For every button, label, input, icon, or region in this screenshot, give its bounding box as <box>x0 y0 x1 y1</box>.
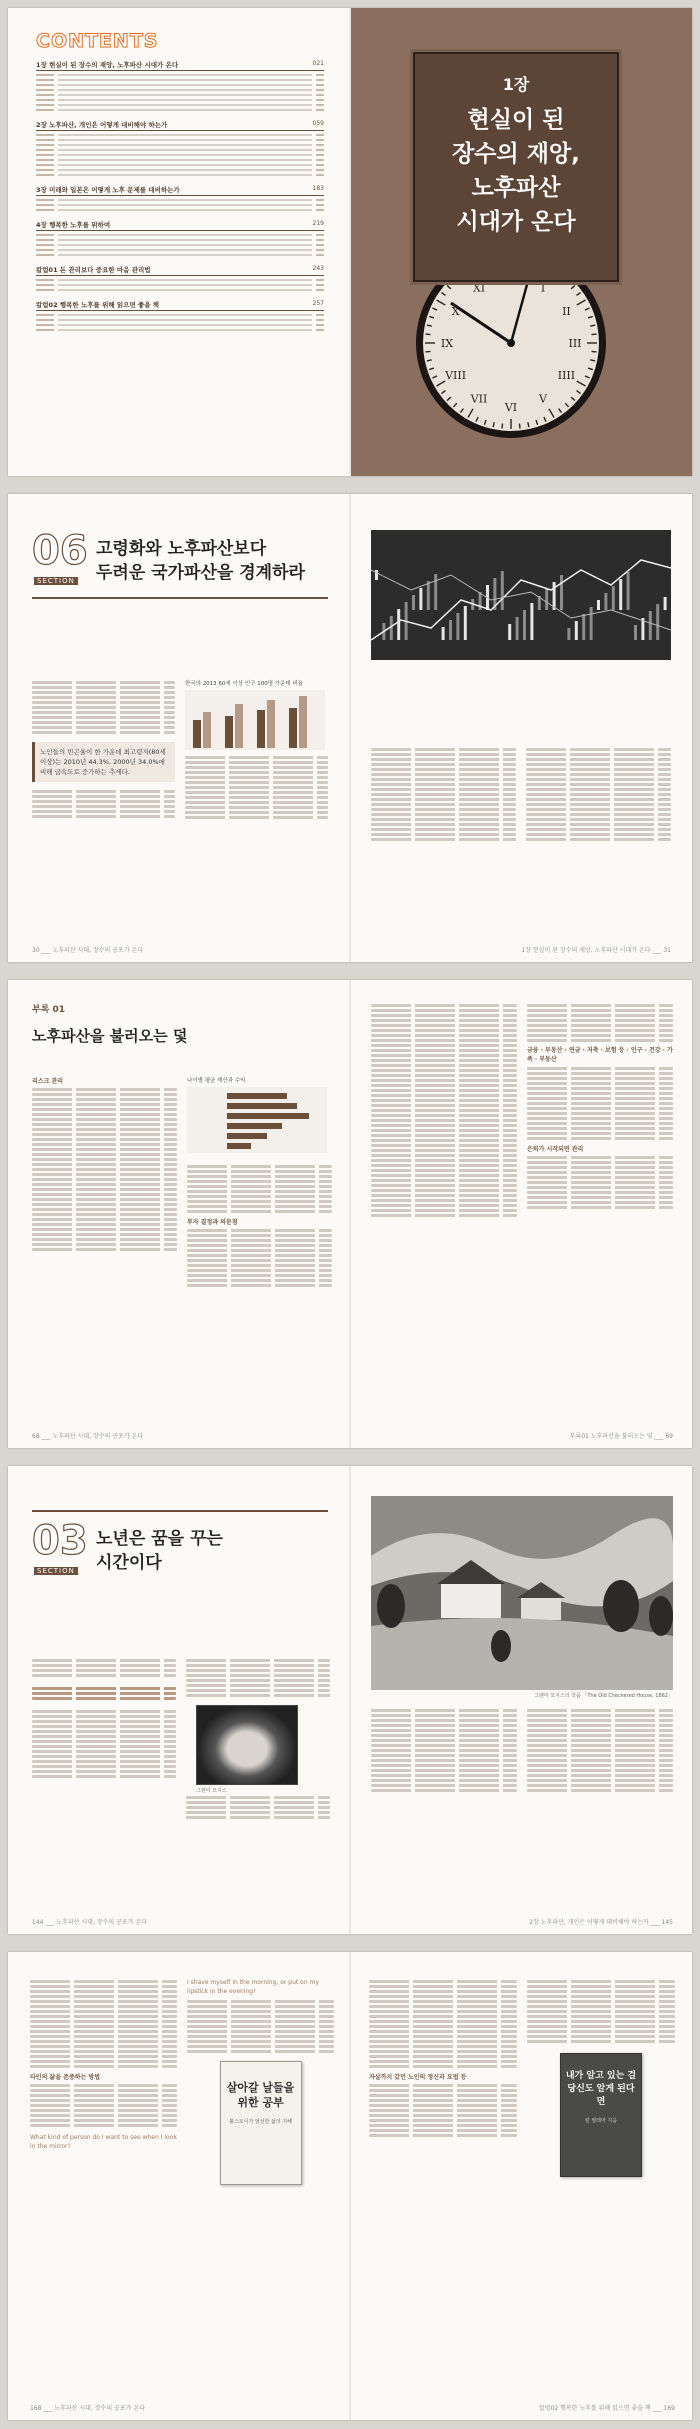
svg-text:II: II <box>562 305 571 318</box>
chart-bar <box>227 1093 287 1099</box>
svg-text:VIII: VIII <box>445 369 467 382</box>
toc-item <box>36 314 324 316</box>
left-page <box>8 1466 350 1934</box>
body-column-1 <box>32 1076 177 1289</box>
svg-text:V: V <box>539 392 547 406</box>
left-page <box>8 1952 350 2420</box>
toc-chapter-title[interactable]: 1장 현실이 된 장수의 재앙, 노후파산 시대가 온다 <box>36 61 179 69</box>
bar-chart <box>185 690 325 750</box>
landscape-painting <box>371 1496 673 1690</box>
chapter-title-line: 현실이 된 <box>467 107 565 133</box>
chart-bar <box>225 716 233 748</box>
body-column-3 <box>369 1978 517 2177</box>
toc-item <box>36 74 324 76</box>
toc-item <box>36 89 324 91</box>
title-line-1: 노년은 꿈을 꾸는 <box>96 1528 223 1549</box>
left-page <box>8 494 350 962</box>
toc-chapter-page: 257 <box>312 300 324 307</box>
toc-chapter-page: 243 <box>312 265 324 272</box>
chart-bar <box>227 1113 309 1119</box>
spread-appendix-01 <box>8 980 692 1448</box>
book-cover-1 <box>220 2061 302 2185</box>
chart-bar <box>257 710 265 748</box>
chart-caption: 한국의 2013 60세 이상 인구 100명 가운데 비율 <box>185 681 304 687</box>
title-line-2: 시간이다 <box>96 1552 162 1573</box>
chart-bar <box>289 708 297 748</box>
chapter-title-line: 시대가 온다 <box>456 209 576 235</box>
svg-text:IIII: IIII <box>557 369 576 382</box>
chart-bar <box>227 1123 282 1129</box>
subhead-retire: 은퇴가 시작되면 관리 <box>527 1146 584 1153</box>
body-column-2 <box>187 1978 334 2185</box>
contents-page <box>8 8 350 476</box>
footer-left: 168 ___ 노후파산 시대, 장수의 공포가 온다 <box>30 2405 145 2412</box>
toc-list <box>36 60 324 331</box>
section-heading <box>32 528 328 587</box>
toc-item <box>36 199 324 201</box>
chart-bar <box>227 1103 297 1109</box>
chapter-box <box>413 52 619 282</box>
subhead-respect: 타인의 삶을 존중하는 방법 <box>30 2074 101 2081</box>
toc-item <box>36 144 324 146</box>
contents-title: CONTENTS <box>36 30 159 52</box>
section-title <box>90 537 305 585</box>
footer-right: 2장 노후파산, 개인은 어떻게 대비해야 하는가 ___ 145 <box>529 1919 673 1926</box>
subhead-therapy: 자살까지 갔던 노인의 정신과 요법 등 <box>369 2074 467 2081</box>
toc-item <box>36 154 324 156</box>
toc-chapter <box>36 120 324 176</box>
toc-chapter-page: 021 <box>312 60 324 67</box>
spread-column-02 <box>8 1952 692 2420</box>
footer-right: 부록01 노후파산을 불러오는 덫 ___ 69 <box>569 1433 673 1440</box>
chart-bar <box>267 700 275 748</box>
subhead-risk: 리스크 관리 <box>32 1078 64 1085</box>
body-column-2 <box>186 1657 330 1821</box>
body-column-2 <box>185 679 328 821</box>
toc-chapter <box>36 220 324 256</box>
toc-item <box>36 169 324 171</box>
chart-bar <box>227 1133 267 1139</box>
chapter-title-line: 노후파산 <box>471 175 561 201</box>
chart-caption: 나이별 평균 재산과 수익 <box>187 1078 246 1084</box>
book2-subtitle: 칼 필레머 지음 <box>584 2118 618 2124</box>
body-column-3 <box>371 1707 517 1794</box>
book2-title: 내가 알고 있는 걸 당신도 알게 된다면 <box>565 2071 637 2107</box>
toc-item <box>36 139 324 141</box>
painting-caption: 그랜마 모지스의 작품 「The Old Checkered House, 1862」 <box>534 1693 673 1699</box>
toc-item <box>36 284 324 286</box>
highlight-box: 노인들의 빈곤율이 한 가운데 최고령자(80세 이상)는 2010년 44.3%, 2000년 34.0%에 비해 급속도로 증가하는 추세다. <box>32 742 175 782</box>
section-heading <box>32 1518 330 1577</box>
body-column-3 <box>371 1002 517 1219</box>
toc-item <box>36 239 324 241</box>
toc-item <box>36 204 324 206</box>
chart-bar <box>193 720 201 748</box>
svg-text:VI: VI <box>504 401 518 414</box>
toc-chapter-title[interactable]: 칼럼02 행복한 노후를 위해 읽으면 좋을 책 <box>36 301 160 309</box>
right-page <box>351 494 692 962</box>
svg-text:VII: VII <box>470 392 488 406</box>
section-number: 03 <box>32 1518 88 1564</box>
footer-right: 1장 현실이 된 장수의 재앙, 노후파산 시대가 온다 ___ 31 <box>521 947 671 954</box>
toc-item <box>36 249 324 251</box>
toc-item <box>36 319 324 321</box>
toc-item <box>36 254 324 256</box>
appendix-title: 노후파산을 불러오는 덫 <box>32 1027 188 1045</box>
chapter-title-line: 장수의 재앙, <box>452 141 580 167</box>
toc-chapter <box>36 60 324 111</box>
toc-item <box>36 164 324 166</box>
toc-item <box>36 234 324 236</box>
body-column-1 <box>32 679 175 821</box>
title-line-2: 두려운 국가파산을 경계하라 <box>96 562 305 583</box>
toc-item <box>36 149 324 151</box>
toc-item <box>36 109 324 111</box>
toc-item <box>36 99 324 101</box>
right-page <box>351 1952 692 2420</box>
chart-bar <box>203 712 211 748</box>
toc-item <box>36 159 324 161</box>
footer-left: 30 ___ 노후파산 시대, 장수의 공포가 온다 <box>32 947 144 954</box>
body-column-2 <box>187 1076 332 1289</box>
book-cover-2 <box>560 2053 642 2177</box>
title-line-1: 고령화와 노후파산보다 <box>96 538 267 559</box>
toc-chapter-title[interactable]: 2장 노후파산, 개인은 어떻게 대비해야 하는가 <box>36 121 168 129</box>
footer-right: 칼럼02 행복한 노후를 위해 읽으면 좋을 책 ___ 169 <box>538 2405 675 2412</box>
toc-chapter-page: 059 <box>312 120 324 127</box>
toc-chapter <box>36 300 324 331</box>
right-page <box>351 980 692 1448</box>
toc-chapter <box>36 265 324 291</box>
toc-item <box>36 244 324 246</box>
chart-bar <box>227 1143 251 1149</box>
section-word: SECTION <box>34 1567 78 1575</box>
toc-item <box>36 289 324 291</box>
toc-item <box>36 324 324 326</box>
footer-left: 68 ___ 노후파산 시대, 장수의 공포가 온다 <box>32 1433 144 1440</box>
toc-chapter-title[interactable]: 칼럼01 돈 관리보다 중요한 마음 관리법 <box>36 266 151 274</box>
chapter-title <box>415 103 617 239</box>
book1-subtitle: 톨스토이가 엄선한 삶의 지혜 <box>229 2119 292 2125</box>
toc-item <box>36 79 324 81</box>
appendix-tag: 부록 01 <box>32 1005 66 1015</box>
spread-contents <box>8 8 692 476</box>
body-column-1 <box>30 1978 177 2185</box>
portrait-caption: 그랜마 모지스 <box>196 1788 227 1794</box>
right-page <box>351 1466 692 1934</box>
body-column-1 <box>32 1657 176 1821</box>
portrait-photo <box>196 1705 298 1785</box>
chapter-label: 1장 <box>502 75 530 94</box>
svg-text:III: III <box>568 337 582 350</box>
subhead-assets: 금융 · 부동산 · 연금 · 저축 · 보험 등 · 인구 · 건강 · 가족 · 부동산 <box>527 1047 673 1063</box>
toc-chapter-page: 219 <box>312 220 324 227</box>
svg-text:X: X <box>451 305 460 318</box>
spread-section-03 <box>8 1466 692 1934</box>
toc-item <box>36 104 324 106</box>
section-word: SECTION <box>34 577 78 585</box>
book1-title: 살아갈 날들을 위한 공부 <box>226 2081 295 2109</box>
subhead-invest: 투자 결정과 의문점 <box>187 1219 238 1226</box>
section-title <box>90 1527 223 1575</box>
svg-text:XI: XI <box>472 281 486 295</box>
toc-item <box>36 94 324 96</box>
body-column-4 <box>527 1978 675 2177</box>
quote-en: I shave myself in the morning, or put on my lipstick in the evening! <box>187 1979 319 1995</box>
body-column-4 <box>526 746 671 843</box>
toc-item <box>36 174 324 176</box>
svg-text:IX: IX <box>440 337 454 350</box>
toc-item <box>36 134 324 136</box>
section-number: 06 <box>32 528 88 574</box>
toc-chapter-title[interactable]: 4장 행복한 노후를 위하여 <box>36 221 111 229</box>
body-column-4 <box>527 1002 673 1219</box>
chart-bar <box>299 696 307 748</box>
chart-bar <box>235 704 243 748</box>
toc-chapter-title[interactable]: 3장 미래와 일본은 어떻게 노후 문제를 대비하는가 <box>36 186 180 194</box>
body-column-3 <box>371 746 516 843</box>
stock-chart-photo <box>371 530 671 660</box>
pull-quote-en: What kind of person do I want to see when I look in the mirror? <box>30 2134 177 2150</box>
toc-chapter-page: 183 <box>312 185 324 192</box>
chapter-opener-page <box>351 8 692 476</box>
footer-left: 144 ___ 노후파산 시대, 장수의 공포가 온다 <box>32 1919 147 1926</box>
body-column-4 <box>527 1707 673 1794</box>
spread-section-06 <box>8 494 692 962</box>
toc-chapter <box>36 185 324 211</box>
toc-item <box>36 84 324 86</box>
toc-item <box>36 279 324 281</box>
svg-text:I: I <box>540 281 546 295</box>
horizontal-bar-chart <box>187 1087 327 1153</box>
toc-item <box>36 329 324 331</box>
toc-item <box>36 209 324 211</box>
left-page <box>8 980 350 1448</box>
